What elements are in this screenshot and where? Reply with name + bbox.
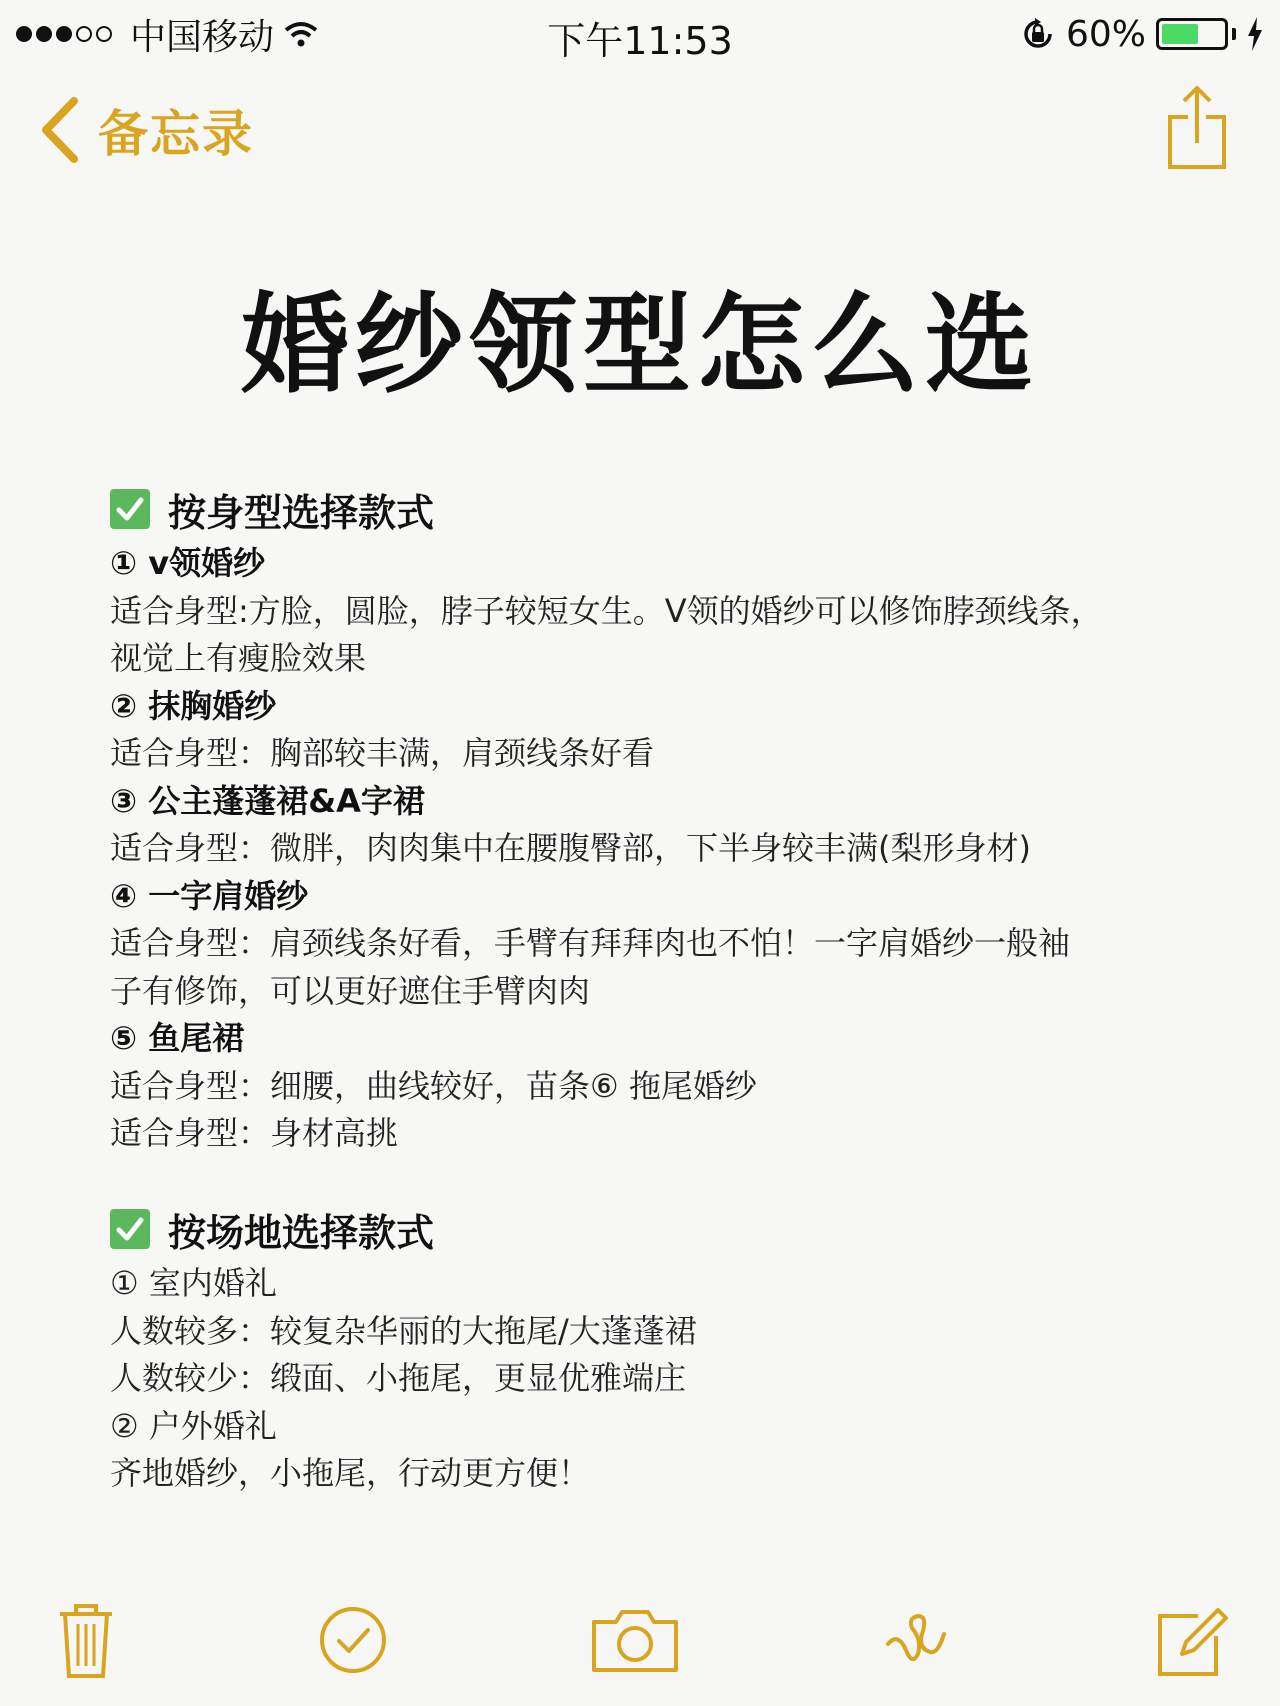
option-heading: ⑤ 鱼尾裙: [110, 1019, 245, 1057]
checkmark-icon: [110, 1209, 150, 1249]
chevron-left-icon: [40, 97, 80, 163]
back-label: 备忘录: [98, 105, 254, 163]
sketch-button[interactable]: [882, 1604, 952, 1676]
compose-button[interactable]: [1154, 1602, 1230, 1678]
back-button[interactable]: [40, 94, 254, 166]
status-time: 下午11:53: [547, 19, 733, 63]
status-bar: [0, 0, 1280, 68]
share-icon: [1166, 85, 1228, 171]
signal-strength-icon: [16, 26, 112, 42]
share-button[interactable]: [1166, 85, 1228, 175]
section-body-type: [110, 480, 1190, 1158]
option-heading: ② 抹胸婚纱: [110, 686, 277, 725]
status-right: [1020, 14, 1264, 55]
trash-icon: [56, 1600, 116, 1680]
option-description: 齐地婚纱，小拖尾，行动更方便！: [110, 1454, 591, 1492]
charging-icon: [1246, 17, 1264, 51]
status-left: [16, 9, 318, 60]
wifi-icon: [284, 20, 318, 48]
carrier-label: 中国移动: [130, 16, 275, 58]
bottom-toolbar: [0, 1600, 1280, 1680]
option-description: 视觉上有瘦脸效果: [110, 639, 367, 677]
option-description: 适合身型:方脸，圆脸，脖子较短女生。V领的婚纱可以修饰脖颈线条，: [110, 591, 1103, 630]
delete-button[interactable]: [56, 1600, 116, 1680]
section-heading: 按场地选择款式: [168, 1210, 435, 1255]
camera-button[interactable]: [590, 1606, 680, 1674]
option-description: 人数较少：缎面、小拖尾，更显优雅端庄: [110, 1359, 687, 1397]
option-heading: ② 户外婚礼: [110, 1406, 277, 1445]
option-heading: ④ 一字肩婚纱: [110, 876, 309, 915]
option-description: 子有修饰，可以更好遮住手臂肉肉: [110, 971, 591, 1010]
battery-fill: [1162, 24, 1198, 44]
checkmark-icon: [110, 489, 150, 529]
nav-bar: [0, 80, 1280, 180]
camera-icon: [590, 1606, 680, 1674]
option-heading: ① 室内婚礼: [110, 1264, 277, 1302]
checklist-icon: [318, 1605, 388, 1675]
option-heading: ③ 公主蓬蓬裙&A字裙: [110, 781, 425, 820]
option-description: 人数较多：较复杂华丽的大拖尾/大蓬蓬裙: [110, 1311, 697, 1350]
section-heading: 按身型选择款式: [168, 490, 435, 535]
option-heading: ① v领婚纱: [110, 544, 266, 582]
checklist-button[interactable]: [318, 1605, 388, 1675]
option-description: 适合身型：微胖，肉肉集中在腰腹臀部，下半身较丰满(梨形身材): [110, 829, 1031, 867]
battery-icon: [1156, 18, 1236, 50]
option-description: 适合身型：身材高挑: [110, 1114, 399, 1152]
section-heading-row: [110, 480, 1190, 538]
option-description: 适合身型：肩颈线条好看，手臂有拜拜肉也不怕！一字肩婚纱一般袖: [110, 924, 1071, 962]
option-description: 适合身型：细腰，曲线较好，苗条⑥ 拖尾婚纱: [110, 1066, 757, 1105]
sketch-icon: [882, 1604, 952, 1676]
compose-icon: [1154, 1602, 1230, 1678]
section-venue: [110, 1200, 1190, 1498]
note-title: 婚纱领型怎么选: [240, 283, 1039, 408]
section-heading-row: [110, 1200, 1190, 1258]
option-description: 适合身型：胸部较丰满，肩颈线条好看: [110, 734, 655, 772]
rotation-lock-icon: [1020, 16, 1056, 52]
battery-percent: 60%: [1065, 13, 1146, 55]
